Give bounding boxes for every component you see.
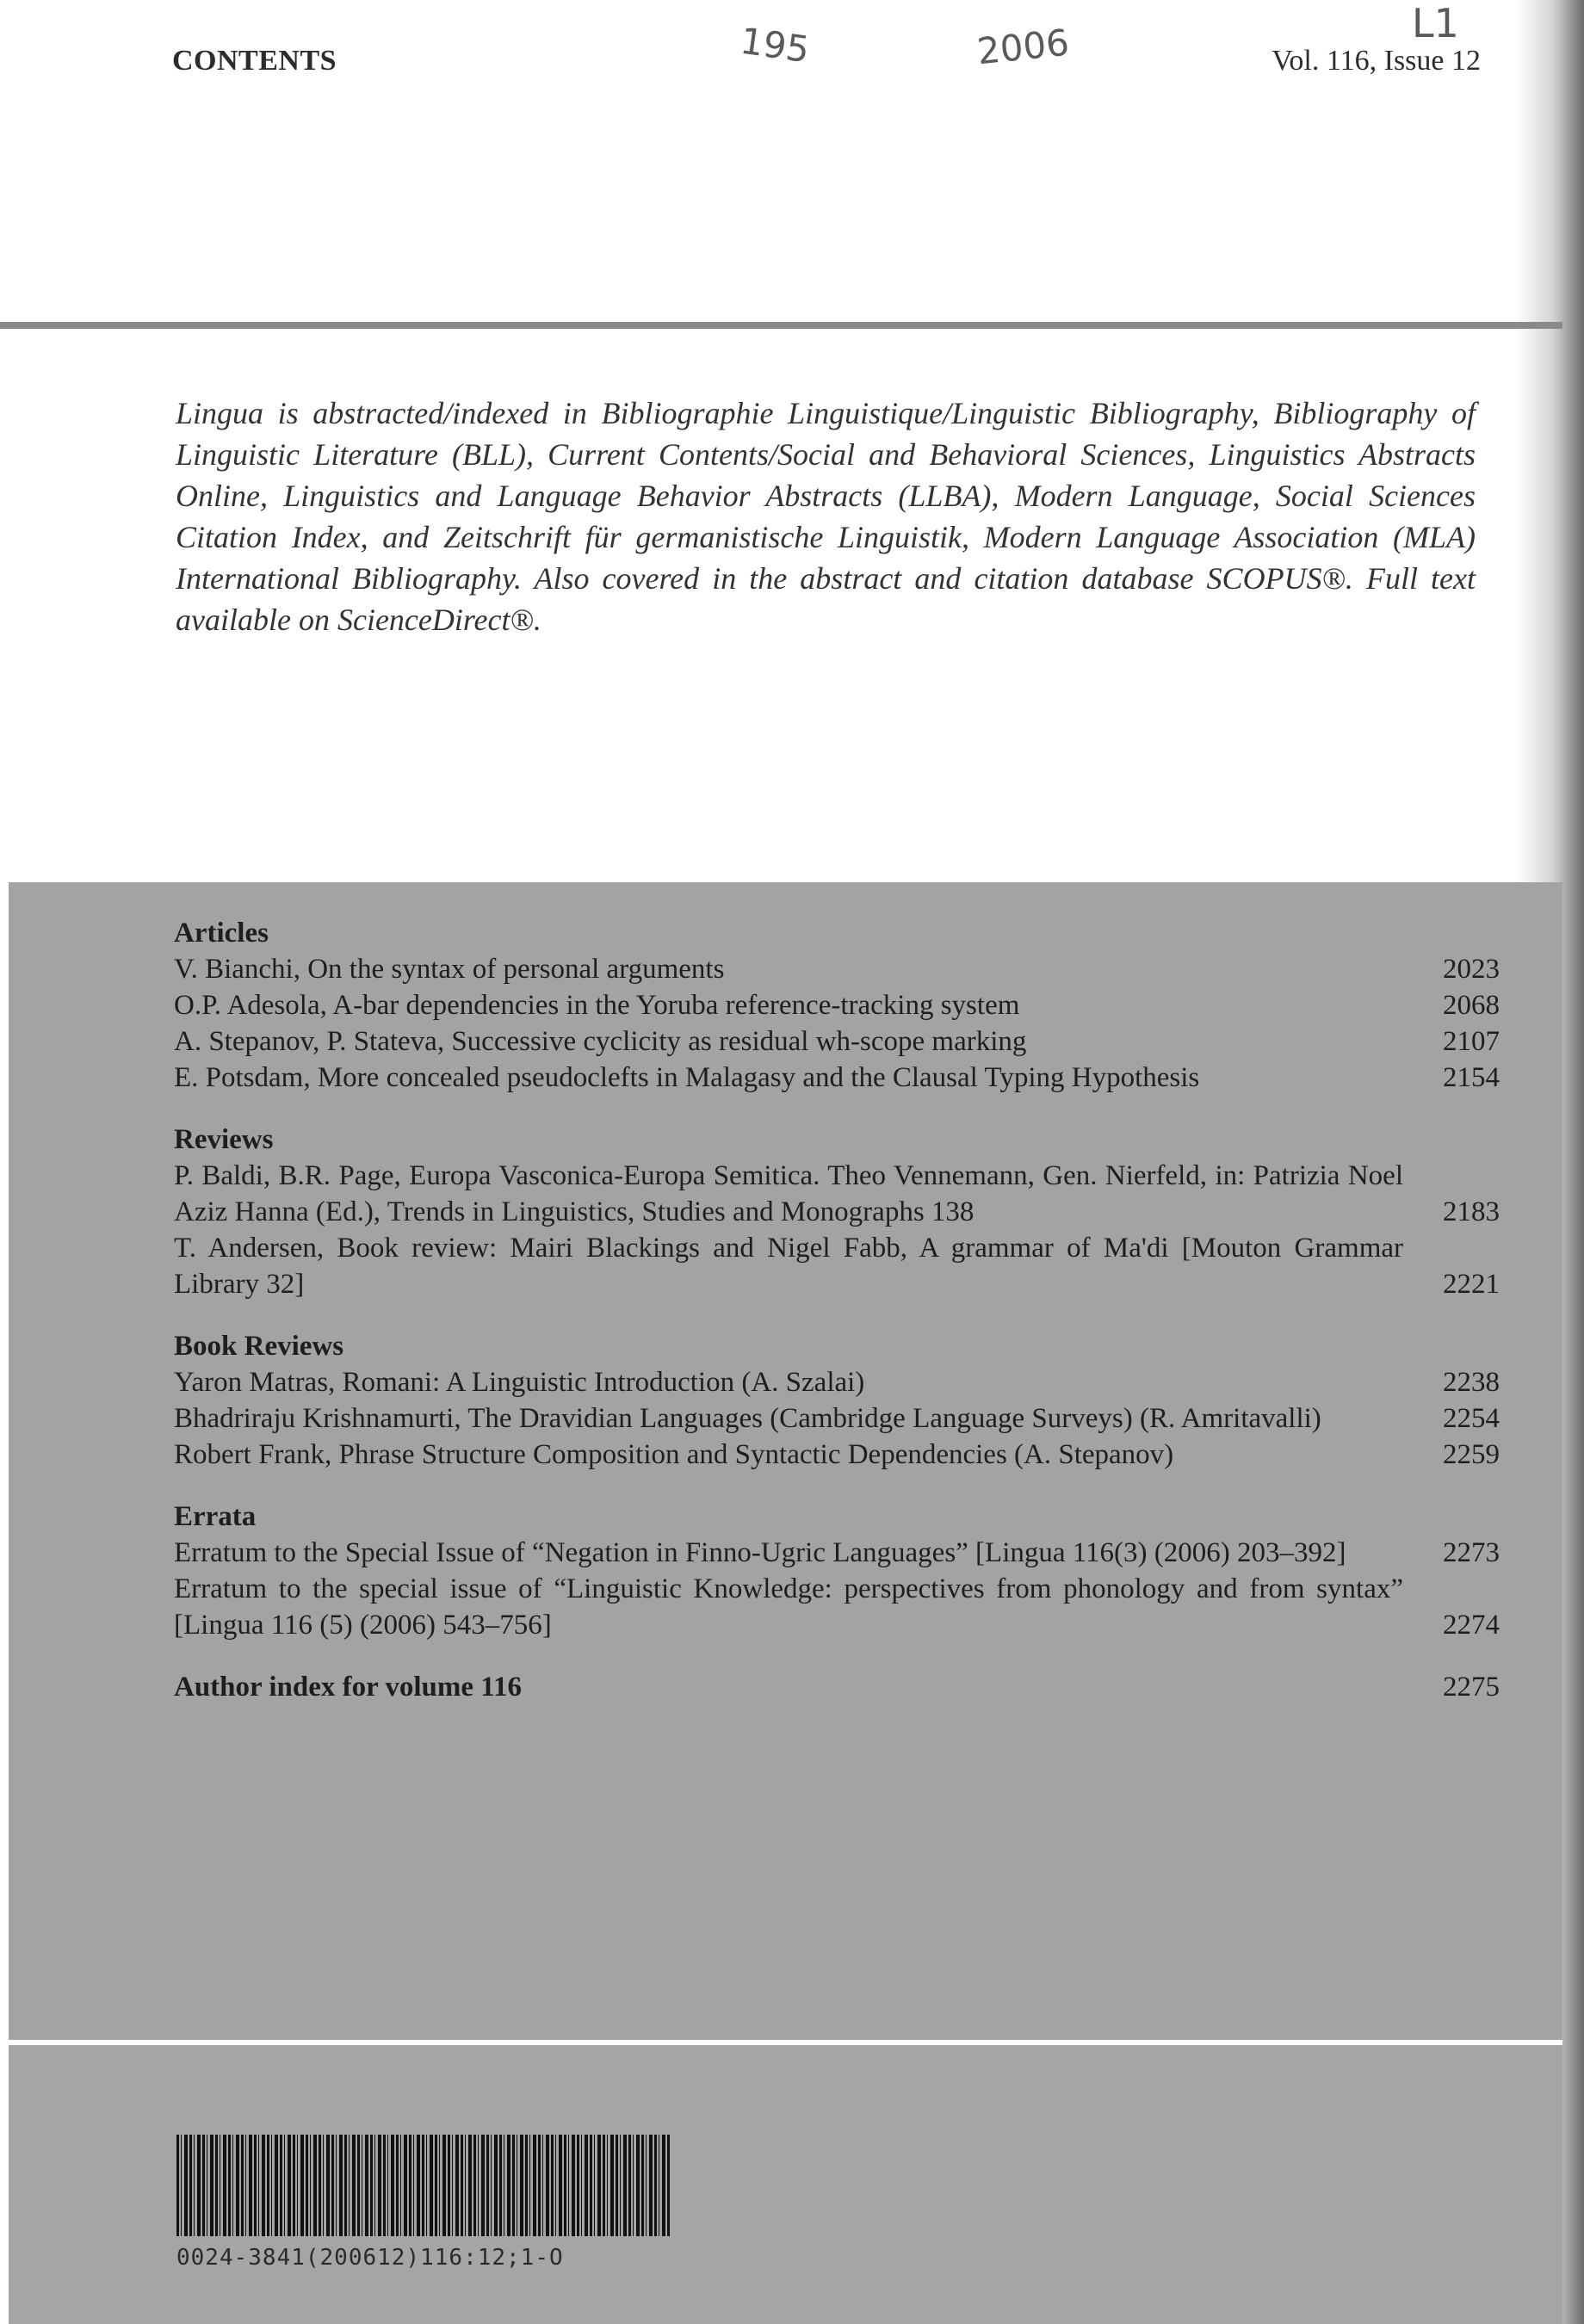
section-title: Reviews bbox=[174, 1124, 274, 1155]
toc-entry bbox=[174, 1158, 1500, 1230]
toc-entry bbox=[174, 1364, 1500, 1400]
entry-page: 2068 bbox=[1443, 990, 1500, 1021]
toc-entry bbox=[174, 951, 1500, 987]
table-of-contents-panel bbox=[9, 882, 1562, 2044]
toc-entry bbox=[174, 1060, 1500, 1096]
entry-page: 2221 bbox=[1443, 1269, 1500, 1300]
entry-title: A. Stepanov, P. Stateva, Successive cyclicity as residual wh-scope marking bbox=[174, 1026, 1027, 1057]
entry-title: V. Bianchi, On the syntax of personal arguments bbox=[174, 954, 725, 985]
section-title: Articles bbox=[174, 918, 269, 949]
toc-entry bbox=[174, 1230, 1500, 1302]
divider bbox=[0, 322, 1562, 329]
entry-page: 2275 bbox=[1443, 1672, 1500, 1703]
toc-entry bbox=[174, 1535, 1500, 1571]
barcode-icon bbox=[176, 2135, 671, 2236]
entry-page: 2154 bbox=[1443, 1062, 1500, 1093]
toc-entry bbox=[174, 987, 1500, 1023]
section-articles bbox=[174, 915, 1500, 1096]
entry-page: 2254 bbox=[1443, 1403, 1500, 1434]
entry-page: 2023 bbox=[1443, 954, 1500, 985]
contents-heading: CONTENTS bbox=[172, 45, 337, 77]
entry-page: 2238 bbox=[1443, 1367, 1500, 1398]
entry-page: 2274 bbox=[1443, 1610, 1500, 1641]
entry-page: 2183 bbox=[1443, 1196, 1500, 1227]
toc-entry bbox=[174, 1400, 1500, 1437]
section-title: Errata bbox=[174, 1501, 257, 1532]
section-reviews bbox=[174, 1122, 1500, 1302]
entry-title: Robert Frank, Phrase Structure Composition and Syntactic Dependencies (A. Stepanov) bbox=[174, 1439, 1174, 1470]
entry-page: 2273 bbox=[1443, 1537, 1500, 1568]
entry-title: P. Baldi, B.R. Page, Europa Vasconica-Europa Semitica. Theo Vennemann, Gen. Nierfeld, in: Patrizia Noel Aziz Hanna (Ed.), Trends in Linguistics, Studies and Monographs 138 bbox=[174, 1160, 1403, 1227]
entry-title: Author index for volume 116 bbox=[174, 1672, 522, 1703]
section-title: Book Reviews bbox=[174, 1331, 344, 1362]
entry-title: Bhadriraju Krishnamurti, The Dravidian Languages (Cambridge Language Surveys) (R. Amritavalli) bbox=[174, 1403, 1321, 1434]
entry-page: 2259 bbox=[1443, 1439, 1500, 1470]
table-of-contents bbox=[174, 915, 1500, 1705]
entry-title: Erratum to the special issue of “Linguistic Knowledge: perspectives from phonology and from syntax” [Lingua 116 (5) (2006) 543–756] bbox=[174, 1573, 1403, 1641]
indexing-statement: Lingua is abstracted/indexed in Bibliographie Linguistique/Linguistic Bibliography, Bibliography of Linguistic Literature (BLL), Current Contents/Social and Behavioral Sciences, Linguistics Abstracts Online, Linguistics and Language Behavior Abstracts (LLBA), Modern Language, Social Sciences Citation Index, and Zeitschrift für germanistische Linguistik, Modern Language Association (MLA) International Bibliography. Also covered in the abstract and citation database SCOPUS®. Full text available on ScienceDirect®. bbox=[176, 396, 1476, 637]
entry-title: T. Andersen, Book review: Mairi Blackings and Nigel Fabb, A grammar of Ma'di [Mouton Grammar Library 32] bbox=[174, 1233, 1403, 1300]
handwritten-note: 195 bbox=[737, 19, 813, 71]
toc-entry bbox=[174, 1437, 1500, 1473]
barcode-number: 0024-3841(200612)116:12;1-O bbox=[176, 2245, 564, 2271]
entry-page: 2107 bbox=[1443, 1026, 1500, 1057]
entry-title: O.P. Adesola, A-bar dependencies in the Yoruba reference-tracking system bbox=[174, 990, 1020, 1021]
handwritten-note: 2006 bbox=[975, 21, 1072, 73]
section-errata bbox=[174, 1499, 1500, 1643]
entry-title: Yaron Matras, Romani: A Linguistic Introduction (A. Szalai) bbox=[174, 1367, 865, 1398]
section-book-reviews bbox=[174, 1328, 1500, 1473]
entry-title: Erratum to the Special Issue of “Negation in Finno-Ugric Languages” [Lingua 116(3) (2006) 203–392] bbox=[174, 1537, 1346, 1568]
volume-issue: Vol. 116, Issue 12 bbox=[1272, 45, 1481, 77]
entry-title: E. Potsdam, More concealed pseudoclefts in Malagasy and the Clausal Typing Hypothesis bbox=[174, 1062, 1200, 1093]
toc-entry bbox=[174, 1023, 1500, 1060]
author-index-entry bbox=[174, 1669, 1500, 1705]
toc-entry bbox=[174, 1571, 1500, 1643]
handwritten-note: L1 bbox=[1412, 0, 1459, 46]
